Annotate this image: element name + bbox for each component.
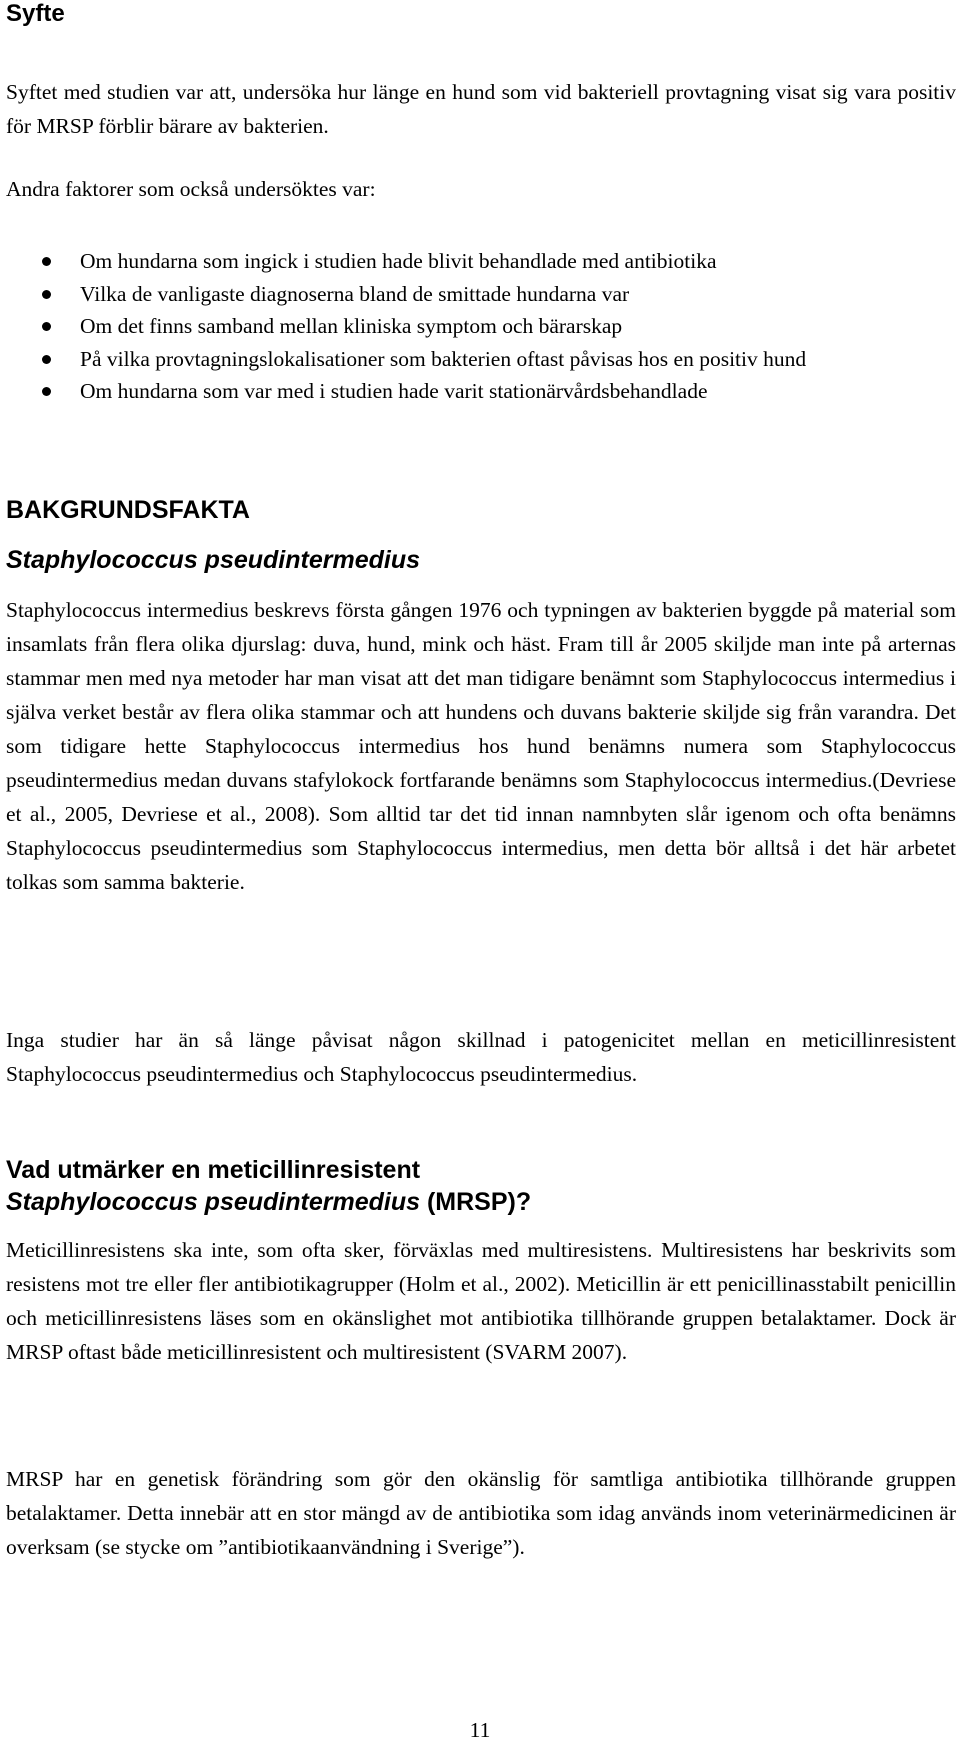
paragraph-intro: Syftet med studien var att, undersöka hur länge en hund som vid bakteriell provtagning visat sig vara positiv för MRSP förblir bärare av bakterien. [6, 80, 956, 138]
paragraph-meticillin-resistance: Meticillinresistens ska inte, som ofta sker, förväxlas med multiresistens. Multiresistens har beskrivits som resistens mot tre eller fler antibiotikagrupper (Holm et al., 2002). Meticillin är ett penicillinasstabilt penicillin och meticillinresistens läses som en okänslighet mot antibiotika tillhörande gruppen betalaktamer. Dock är MRSP oftast både meticillinresistent och multiresistent (SVARM 2007). [6, 1238, 956, 1364]
list-item-text: Om hundarna som var med i studien hade varit stationärvårdsbehandlade [80, 379, 708, 403]
heading-background-facts: BAKGRUNDSFAKTA [6, 496, 250, 524]
list-item [0, 278, 956, 311]
heading-staphylococcus: Staphylococcus pseudintermedius [6, 546, 420, 574]
bullet-icon [42, 387, 51, 396]
list-item [0, 245, 956, 278]
paragraph-pathogenicity: Inga studier har än så länge påvisat någon skillnad i patogenicitet mellan en meticillinresistent Staphylococcus pseudintermedius och Staphylococcus pseudintermedius. [6, 1028, 956, 1086]
list-item-text: På vilka provtagningslokalisationer som bakterien oftast påvisas hos en positiv hund [80, 346, 807, 371]
list-item [0, 343, 956, 376]
list-item [0, 375, 956, 408]
heading-mrsp-species: Staphylococcus pseudintermedius [6, 1188, 420, 1216]
bullet-icon [42, 322, 51, 331]
factor-list [0, 245, 956, 408]
bullet-icon [42, 290, 51, 299]
list-item [0, 310, 956, 343]
list-item-text: Vilka de vanligaste diagnoserna bland de smittade hundarna var [80, 281, 630, 306]
heading-mrsp-line1: Vad utmärker en meticillinresistent [6, 1156, 421, 1184]
bullet-icon [42, 355, 51, 364]
paragraph-other-factors: Andra faktorer som också undersöktes var: [6, 177, 376, 201]
paragraph-mrsp-genetics: MRSP har en genetisk förändring som gör den okänslig för samtliga antibiotika tillhörande gruppen betalaktamer. Detta innebär att en stor mängd av de antibiotika som idag används inom veterinärmedicinen är overksam (se stycke om ”antibiotikaanvändning i Sverige”). [6, 1467, 956, 1559]
heading-mrsp [6, 1154, 946, 1218]
list-item-text: Om hundarna som ingick i studien hade blivit behandlade med antibiotika [80, 249, 717, 273]
heading-syfte: Syfte [6, 0, 65, 27]
bullet-icon [42, 257, 51, 266]
paragraph-staphylococcus: Staphylococcus intermedius beskrevs första gången 1976 och typningen av bakterien byggde på material som insamlats från flera olika djurslag: duva, hund, mink och häst. Fram till år 2005 skiljde man inte på arternas stammar men med nya metoder har man visat att det man tidigare benämnt som Staphylococcus intermedius i själva verket består av flera olika stammar och att hundens och duvans bakterie skiljde sig från varandra. Det som tidigare hette Staphylococcus intermedius hos hund benämns numera som Staphylococcus pseudintermedius medan duvans stafylokock fortfarande benämns som Staphylococcus intermedius.(Devriese et al., 2005, Devriese et al., 2008). Som alltid tar det tid innan namnbyten slår igenom och ofta benämns Staphylococcus pseudintermedius som Staphylococcus intermedius, men detta bör alltså i det här arbetet tolkas som samma bakterie. [6, 598, 956, 894]
page-number: 11 [469, 1718, 491, 1742]
heading-mrsp-abbrev: (MRSP)? [420, 1188, 532, 1216]
list-item-text: Om det finns samband mellan kliniska symptom och bärarskap [80, 314, 623, 338]
